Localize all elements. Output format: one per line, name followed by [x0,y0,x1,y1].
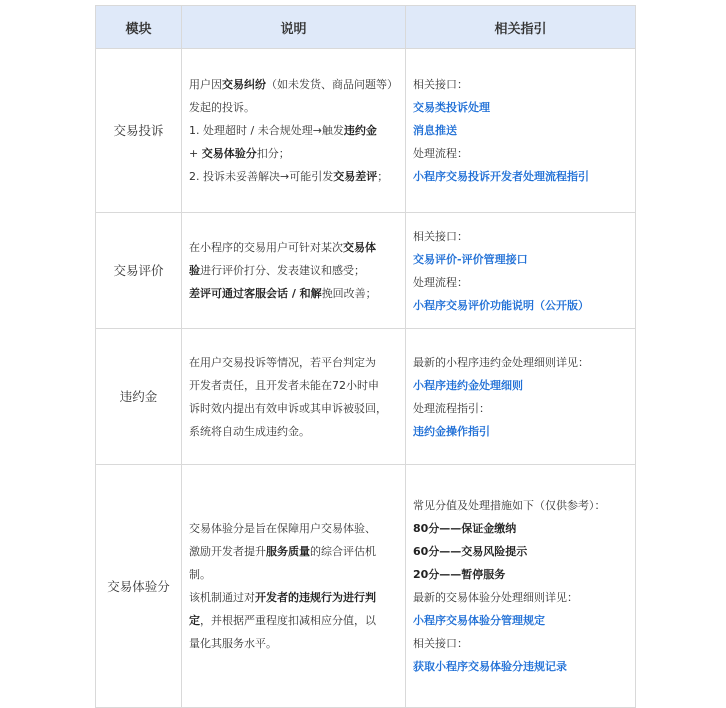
description-bold-text: 交易体 [343,241,376,254]
description-bold-text: 违约金 [343,124,377,137]
description-bold-text: 交易体验分 [201,147,257,160]
module-name: 违约金 [96,329,182,465]
description-line [189,420,399,443]
description-text: 在小程序的交易用户可针对某次 [189,241,343,254]
guide-link[interactable]: 交易评价-评价管理接口 [413,252,528,266]
description-text: 量化其服务水平。 [189,637,277,650]
description-text: 2. 投诉未妥善解决→可能引发 [189,170,334,183]
description-text: 开发者责任，且开发者未能在72小时申 [189,378,379,392]
description-text: 进行评价打分、发表建议和感受； [200,264,365,277]
guide-link[interactable]: 消息推送 [413,124,457,137]
guide-label: 相关接口： [413,78,468,91]
module-description [182,49,406,213]
header-row [96,6,636,49]
module-name: 交易评价 [96,213,182,329]
guide-link[interactable]: 小程序交易体验分管理规定 [413,614,545,627]
guide-link[interactable]: 小程序违约金处理细则 [413,378,523,392]
description-text: （如未发货、商品问题等）发起的投诉。 [189,78,398,114]
description-line [189,540,399,563]
description-text: 在用户交易投诉等情况，若平台判定为 [189,355,376,369]
guide-label: 处理流程： [413,275,468,289]
header-description: 说明 [182,6,406,49]
description-line [189,563,399,586]
description-bold-text: 客服会话 / 和解 [244,287,322,300]
table-row [96,49,636,213]
guide-label: 处理流程： [413,147,468,160]
guide-label: 处理流程指引： [413,401,490,415]
header-module: 模块 [96,6,182,49]
description-text: 扣分； [256,147,290,160]
description-bold-text: 开发者的违规行为进行判 [255,591,376,604]
description-text: 的综合评估机 [310,545,376,558]
module-guide [406,213,636,329]
description-text: 该机制通过对 [189,591,255,604]
description-line [189,236,399,259]
guide-label: 最新的小程序违约金处理细则详见： [413,355,589,369]
description-line [189,282,399,305]
description-bold-text: 交易差评 [333,170,378,183]
description-line [189,119,399,142]
module-description [182,465,406,708]
description-line [189,259,399,282]
description-text: 诉时效内提出有效申诉或其申诉被驳回， [189,401,387,415]
guide-link[interactable]: 获取小程序交易体验分违规记录 [413,660,567,673]
description-bold-text: 差评可通过 [189,287,244,300]
table-row [96,213,636,329]
description-line [189,517,399,540]
description-text: ； [377,170,389,183]
description-bold-text: 定 [189,614,200,627]
guide-link[interactable]: 交易类投诉处理 [413,101,490,114]
module-description [182,329,406,465]
description-line [189,165,399,188]
description-line [189,73,399,119]
guide-label: 最新的交易体验分处理细则详见： [413,591,578,604]
module-guide [406,49,636,213]
description-text: 系统将自动生成违约金。 [189,424,310,438]
guide-label: 常见分值及处理措施如下（仅供参考）： [413,499,606,512]
description-bold-text: 验 [189,264,200,277]
score-item: 60分——交易风险提示 [413,545,528,558]
module-name: 交易投诉 [96,49,182,213]
score-item: 20分——暂停服务 [413,568,506,581]
description-line [189,586,399,609]
module-guide [406,465,636,708]
guide-table [95,5,636,708]
description-text: 1. 处理超时 / 未合规处理→触发 [189,124,344,137]
module-guide [406,329,636,465]
description-line [189,142,399,165]
description-line [189,632,399,655]
score-item: 80分——保证金缴纳 [413,522,517,535]
header-guide: 相关指引 [406,6,636,49]
description-line [189,374,399,397]
guide-label: 相关接口： [413,229,468,243]
description-text: + [189,147,202,160]
description-text: ，并根据严重程度扣减相应分值，以 [200,614,376,627]
description-bold-text: 交易纠纷 [222,78,266,91]
description-text: 挽回改善； [321,287,377,300]
description-line [189,609,399,632]
guide-link[interactable]: 小程序交易投诉开发者处理流程指引 [413,170,589,183]
description-text: 交易体验分是旨在保障用户交易体验、 [189,522,376,535]
description-line [189,397,399,420]
guide-link[interactable]: 违约金操作指引 [413,424,490,438]
description-bold-text: 服务质量 [266,545,310,558]
guide-label: 相关接口： [413,637,468,650]
description-text: 用户因 [189,78,222,91]
description-text: 制。 [189,568,211,581]
table-row [96,465,636,708]
guide-link[interactable]: 小程序交易评价功能说明（公开版） [413,298,589,312]
module-description [182,213,406,329]
description-line [189,351,399,374]
module-name: 交易体验分 [96,465,182,708]
description-text: 激励开发者提升 [189,545,266,558]
table-row [96,329,636,465]
